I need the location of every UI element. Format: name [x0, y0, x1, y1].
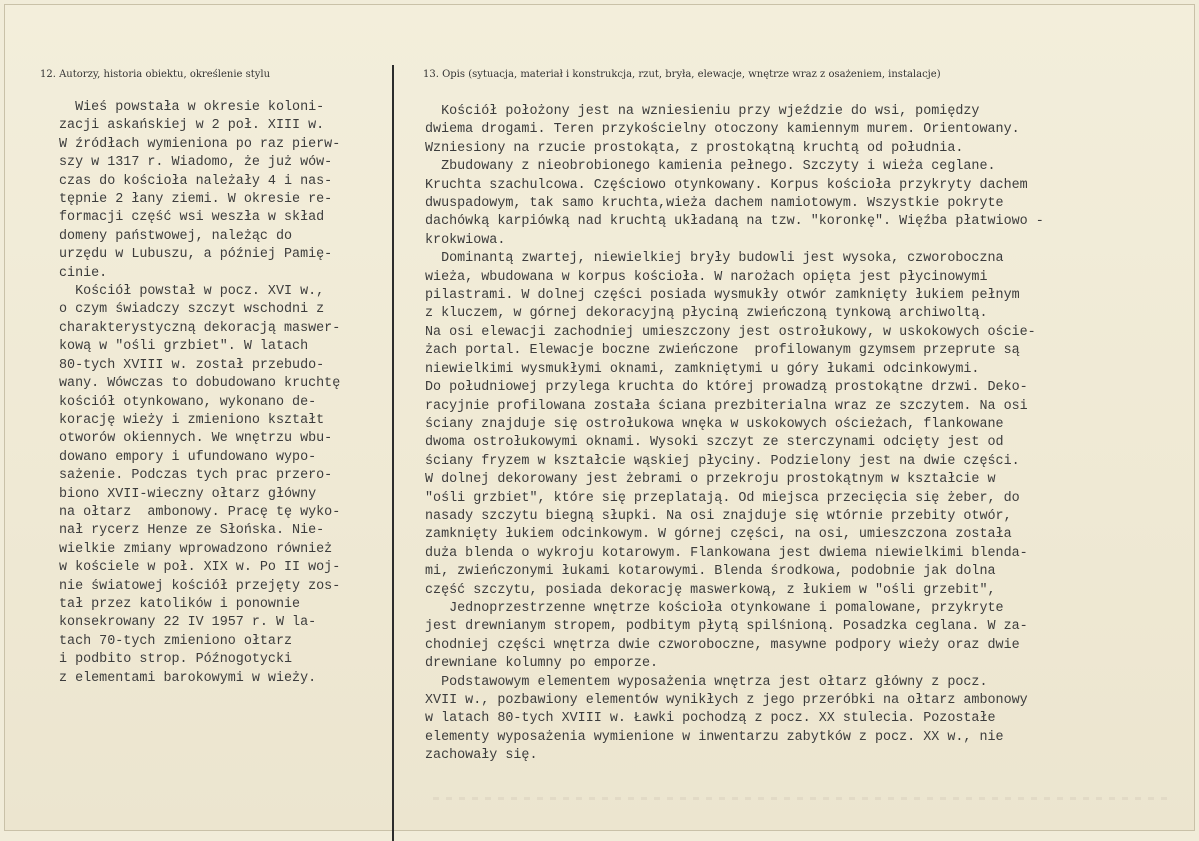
faint-print-marks	[433, 797, 1173, 800]
description-text: Kościół położony jest na wzniesieniu przy wjeździe do wsi, pomiędzy dwiema drogami. Teren przykościelny otoczony kamiennym murem. Orientowany. Wzniesiony na rzucie prostokąta, z prostokątną kruchtą od południa. Zbudowany z nieobrobionego kamienia pełnego. Szczyty i wieża ceglane. Kruchta szachulcowa. Częściowo otynkowany. Korpus kościoła przykryty dachem dwuspadowym, tak samo kruchta,wieża dachem namiotowym. Wszystkie pokryte dachówką karpiówką nad kruchtą układaną na tzw. "koronkę". Więźba płatwiowo - krokwiowa. Dominantą zwartej, niewielkiej bryły budowli jest wysoka, czworoboczna wieża, wbudowana w korpus kościoła. W narożach opięta jest płycinowymi pilastrami. W dolnej części posiada wysmukły otwór zamknięty łukiem pełnym z kluczem, w górnej dekoracyjną płyciną zwieńczoną tynkową archiwoltą. Na osi elewacji zachodniej umieszczony jest ostrołukowy, w uskokowych oście- żach portal. Elewacje boczne zwieńczone profilowanym gzymsem przeprute są niewielkimi wysmukłymi oknami, zamkniętymi u góry łukami odcinkowymi. Do południowej przylega kruchta do której prowadzą prostokątne drzwi. Deko- racyjnie profilowana została ściana prezbiterialna wraz ze szczytem. Na osi ściany znajduje się ostrołukowa wnęka w uskokowych ościeżach, flankowane dwoma ostrołukowymi oknami. Wysoki szczyt ze sterczynami odcięty jest od ściany fryzem w kształcie wąskiej płyciny. Podzielony jest na dwie części. W dolnej dekorowany jest żebrami o przekroju prostokątnym w kształcie w "ośli grzbiet", które się przeplatają. Od miejsca przecięcia się żeber, do nasady szczytu biegną słupki. Na osi znajduje się wtórnie przebity otwór, zamknięty łukiem odcinkowym. W górnej części, na osi, umieszczona została duża blenda o wykroju kotarowym. Flankowana jest dwiema niewielkimi blenda- mi, zwieńczonymi łukami kotarowymi. Blenda środkowa, podobnie jak dolna część szczytu, posiada dekorację maswerkową, z łukiem w "ośli grzebit", Jednoprzestrzenne wnętrze kościoła otynkowane i pomalowane, przykryte jest drewnianym stropem, podbitym płytą spilśnioną. Posadzka ceglana. W za- chodniej części wnętrza dwie czworoboczne, masywne podpory wieży oraz dwie drewniane kolumny po emporze. Podstawowym elementem wyposażenia wnętrza jest ołtarz główny z pocz. XVII w., pozbawiony elementów wynikłych z jego przeróbki na ołtarz ambonowy w latach 80-tych XVIII w. Ławki pochodzą z pocz. XX stulecia. Pozostałe elementy wyposażenia wymienione w inwentarzu zabytków z pocz. XX w., nie zachowały się.	[425, 104, 1044, 764]
history-text: Wieś powstała w okresie koloni- zacji askańskiej w 2 poł. XIII w. W źródłach wymieniona po raz pierw- szy w 1317 r. Wiadomo, że już wów- czas do kościoła należały 4 i nas- tępnie 2 łany ziemi. W okresie re- formacji część wsi weszła w skład domeny państwowej, należąc do urzędu w Lubuszu, a później Pamię- cinie. Kościół powstał w pocz. XVI w., o czym świadczy szczyt wschodni z charakterystyczną dekoracją maswer- kową w "ośli grzbiet". W latach 80-tych XVIII w. został przebudo- wany. Wówczas to dobudowano kruchtę kościół otynkowano, wykonano de- korację wieży i zmieniono kształt otworów okiennych. We wnętrzu wbu- dowano empory i ufundowano wypo- sażenie. Podczas tych prac przero- biono XVII-wieczny ołtarz główny na ołtarz ambonowy. Pracę tę wyko- nał rycerz Henze ze Słońska. Nie- wielkie zmiany wprowadzono również w kościele w poł. XIX w. Po II woj- nie światowej kościół przejęty zos- tał przez katolików i ponownie konsekrowany 22 IV 1957 r. W la- tach 70-tych zmieniono ołtarz i podbito strop. Późnogotycki z elementami barokowymi w wieży.	[59, 100, 341, 686]
document-sheet	[4, 4, 1195, 831]
section-12-heading: 12. Autorzy, historia obiektu, określenie stylu	[40, 69, 271, 80]
section-13-heading: 13. Opis (sytuacja, materiał i konstrukcja, rzut, bryła, elewacje, wnętrze wraz z osażeniem, instalacje)	[423, 69, 941, 80]
column-divider	[392, 65, 394, 841]
